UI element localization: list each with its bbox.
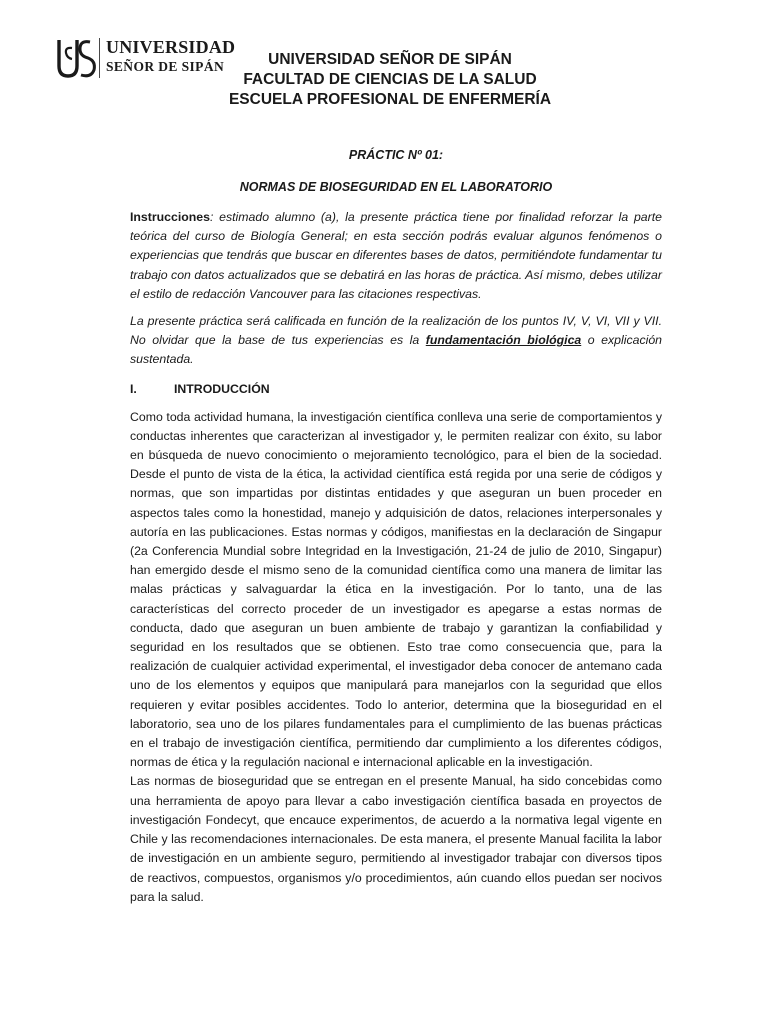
instructions-paragraph xyxy=(130,208,662,304)
uss-emblem-icon xyxy=(56,36,100,80)
intro-paragraph-2: Las normas de bioseguridad que se entregan en el presente Manual, ha sido concebidas como una herramienta de apoyo para llevar a cabo investigación científica basada en proyectos de investigación Fondecyt, que encauce experimentos, de acuerdo a la normativa legal vigente en Chile y las recomendaciones internacionales. De esta manera, el presente Manual facilita la labor de investigación en un ambiente seguro, permitiendo al investigador trabajar con diversos tipos de reactivos, compuestos, organismos y/o procedimientos, aún cuando ellos puedan ser nocivos para la salud. xyxy=(130,774,662,904)
practice-title: PRÁCTIC Nº 01: xyxy=(348,148,444,162)
intro-paragraph-1: Como toda actividad humana, la investigación científica conlleva una serie de comportamientos y conductas inherentes que caracterizan al investigador y, le permiten realizar con éxito, su labor en búsqueda de nuevo conocimiento o mejoramiento tecnológico, para el bien de la sociedad. Desde el punto de vista de la ética, la actividad científica está regida por una serie de códigos y normas, que son impartidas por distintas entidades y que aseguran un buen proceder en aspectos tales como la honestidad, manejo y adquisición de datos, relaciones interpersonales y autoría en las publicaciones. Estas normas y códigos, manifiestas en la declaración de Singapur (2a Conferencia Mundial sobre Integridad en la Investigación, 21-24 de julio de 2010, Singapur) han emergido desde el mismo seno de la comunidad científica como una manera de limitar las malas prácticas y salvaguardar la ética en la investigación. Por lo tanto, una de las características del correcto proceder de un investigador es apegarse a estas normas de conducta, dado que aseguran un buen ambiente de trabajo y garantizan la confiabilidad y seguridad en los resultados que se obtienen. Esto trae como consecuencia que, para la realización de cualquier actividad experimental, el investigador deba conocer de antemano cada uno de los elementos y equipos que manipulará para manejarlos con la seguridad que ellos requieren y evitar posibles accidentes. Todo lo anterior, determina que la bioseguridad en el laboratorio, sea uno de los pilares fundamentales para el cumplimiento de las buenas prácticas en el trabajo de investigación científica, permitiendo dar cumplimiento a los diferentes códigos, normas de ética y la regulación nacional e internacional aplicable en la investigación. xyxy=(130,409,662,770)
section-heading xyxy=(130,380,662,408)
university-name: UNIVERSIDAD SEÑOR DE SIPÁN xyxy=(268,51,512,68)
school-name: ESCUELA PROFESIONAL DE ENFERMERÍA xyxy=(228,91,552,108)
instructions-label: Instrucciones xyxy=(130,210,210,224)
document-body xyxy=(130,146,662,907)
evaluation-text-after: o explicación sustentada. xyxy=(130,333,663,367)
document-header xyxy=(130,50,650,110)
evaluation-paragraph xyxy=(130,312,662,370)
faculty-name: FACULTAD DE CIENCIAS DE LA SALUD xyxy=(243,71,537,88)
logo-line-1: UNIVERSIDAD xyxy=(106,37,236,57)
instructions-text: : estimado alumno (a), la presente práctica tiene por finalidad reforzar la parte teórica del curso de Biología General; en esta sección podrás evaluar algunos fenómenos o experiencias que tendrás que buscar en diferentes bases de datos, permitiéndote fundamentar tu trabajo con datos actualizados que se debatirá en las horas de práctica. Así mismo, debes utilizar el estilo de redacción Vancouver para las citaciones respectivas. xyxy=(130,210,662,301)
section-number: I. xyxy=(130,381,137,396)
evaluation-text-before: La presente práctica será calificada en función de la realización de los puntos IV, V, VI, VII y VII. No olvidar que la base de tus experiencias es la xyxy=(130,314,662,348)
logo-line-2: SEÑOR DE SIPÁN xyxy=(106,59,225,74)
evaluation-underlined-text: fundamentación biológica xyxy=(425,333,582,348)
section-title: INTRODUCCIÓN xyxy=(174,381,270,396)
norms-title: NORMAS DE BIOSEGURIDAD EN EL LABORATORIO xyxy=(239,180,553,194)
